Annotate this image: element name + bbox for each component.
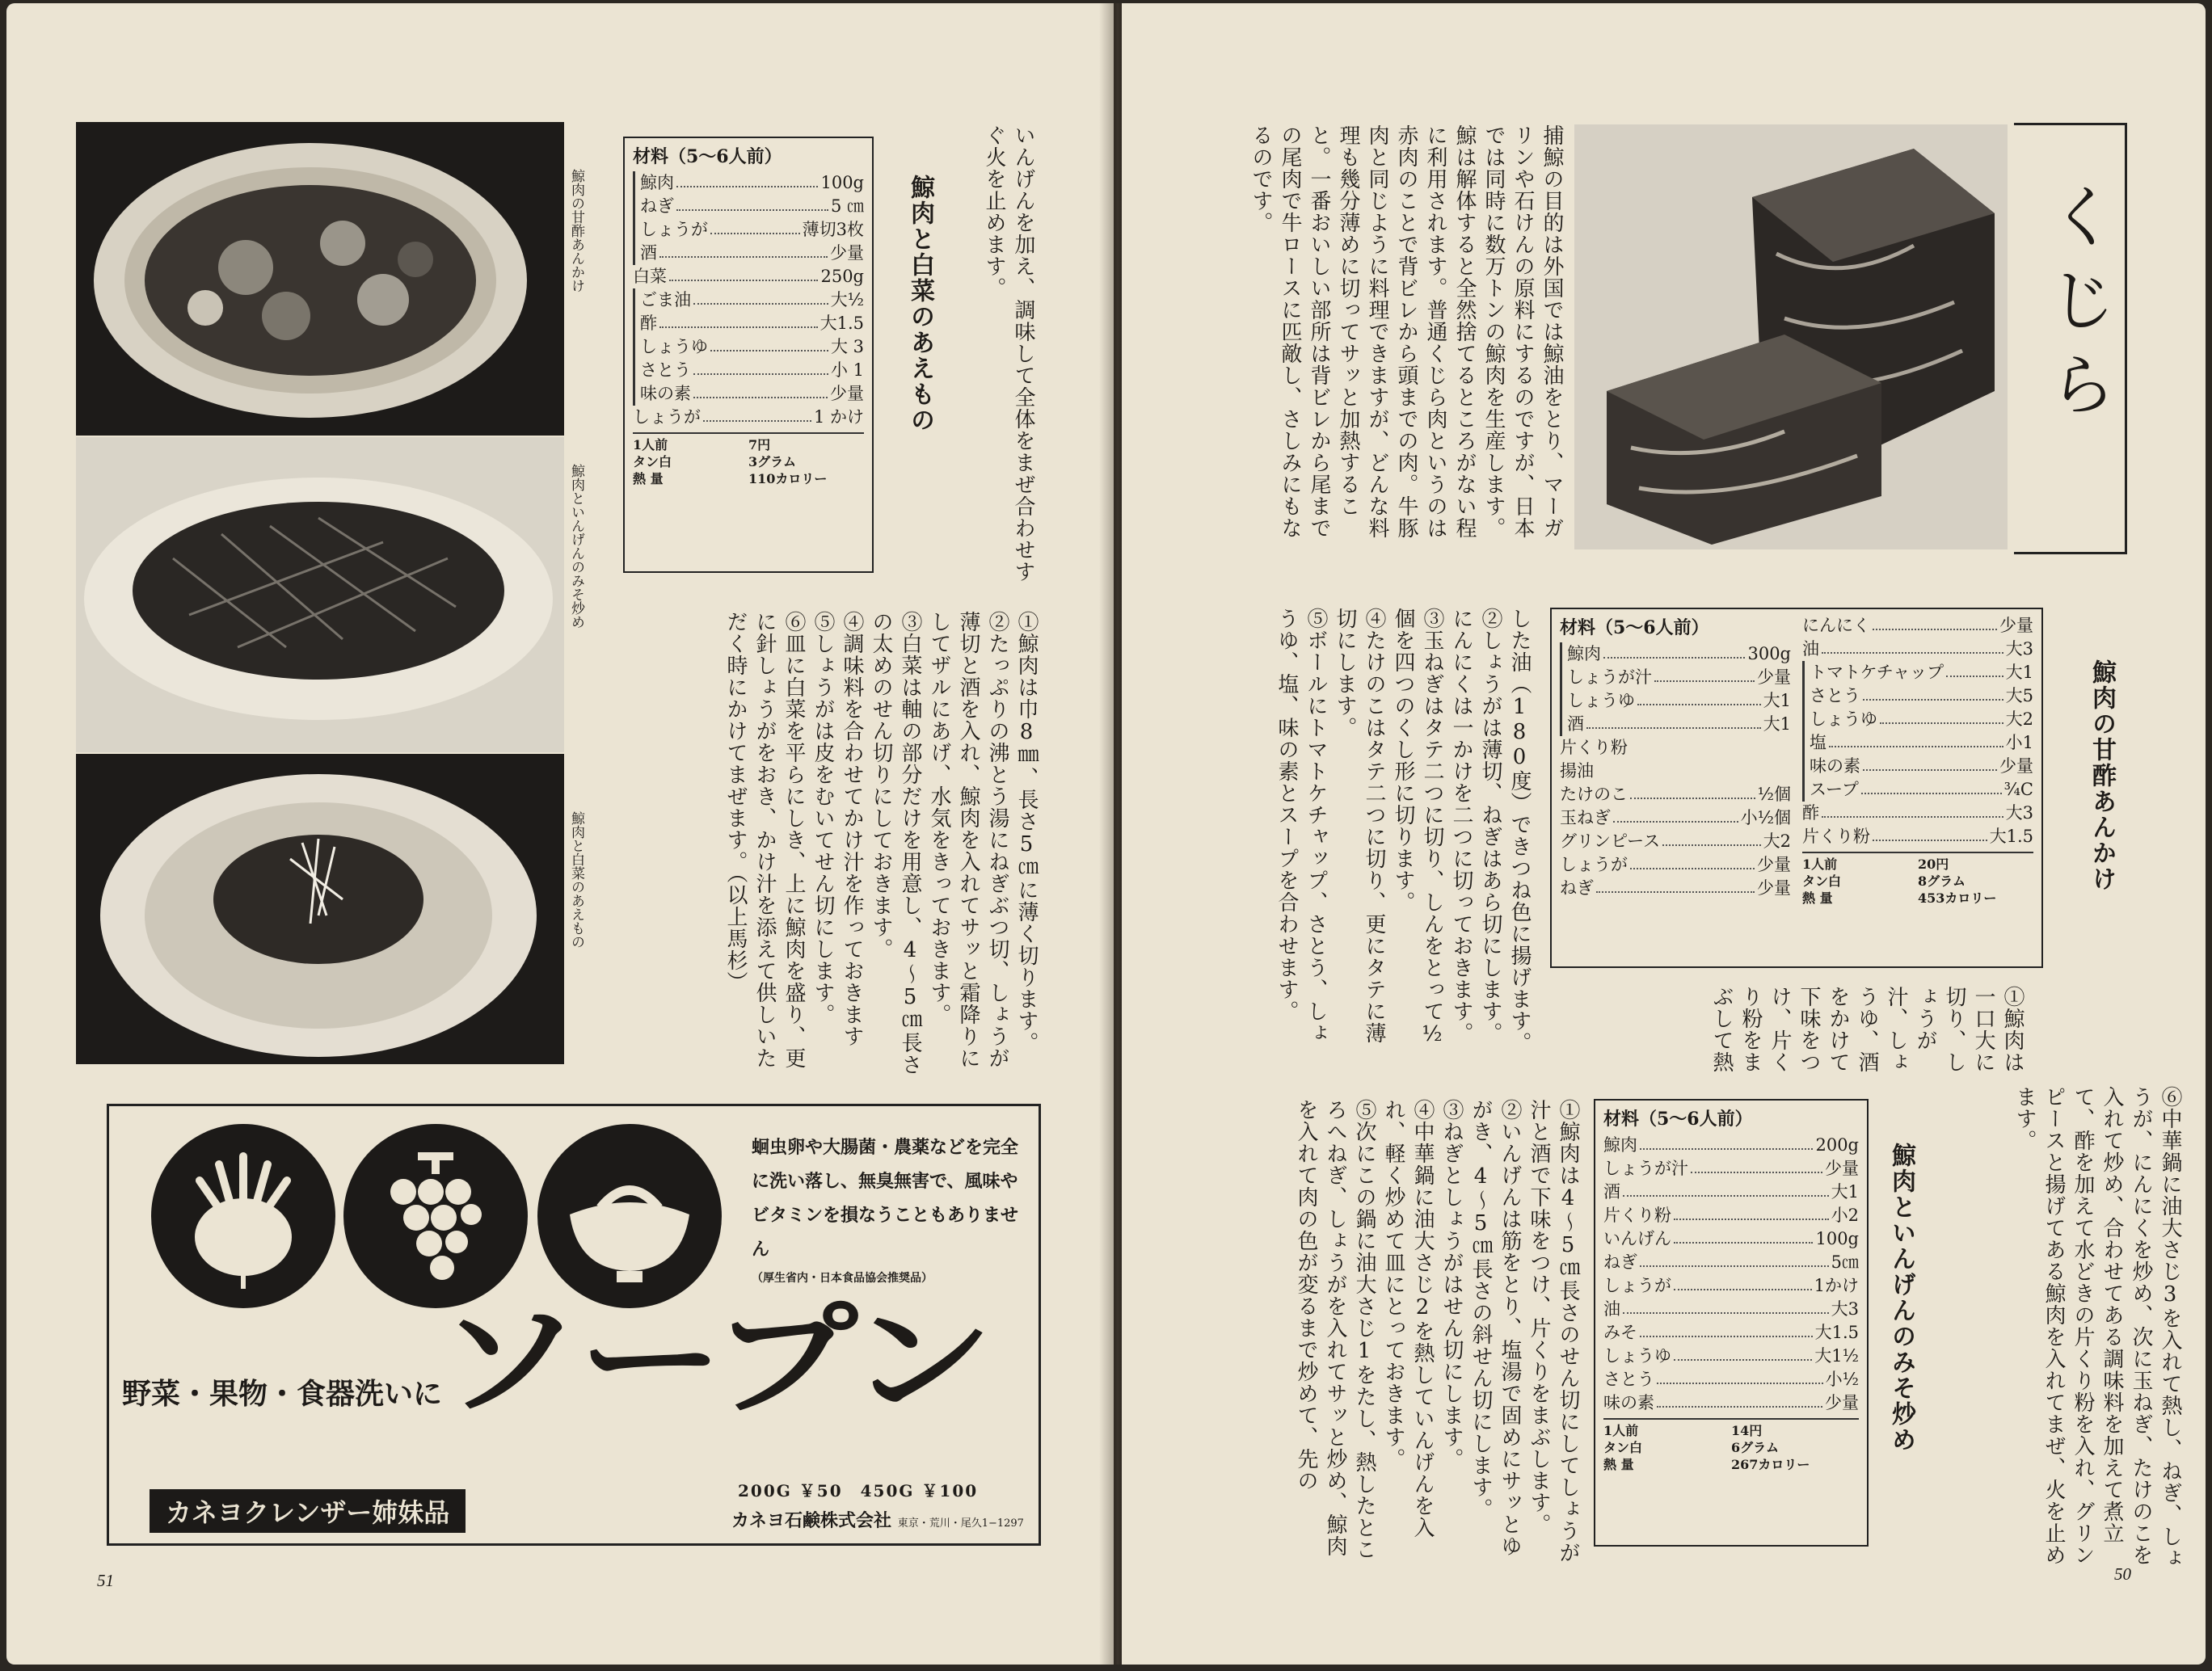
ad-copy: 蛔虫卵や大腸菌・農薬などを完全に洗い落し、無臭無害で、風味やビタミンを損なうこともありません （厚生省内・日本食品協会推奨品） (752, 1137, 1019, 1285)
recipe1-step-4: ④たけのこはタテ二つに切り、更にタテに薄切にします。 (1333, 608, 1386, 1044)
caption-photo-2: 鯨肉といんげんのみそ炒め (568, 464, 584, 629)
recipe1-step-5: ⑤ボールにトマトケチャップ、さとう、しょうゆ、塩、味の素とスープを合わせます。 (1275, 608, 1328, 1044)
step-6: ⑥皿に白菜を平らにしき、上に鯨肉を盛り、更に針しょうがをおき、かけ汁を添えて供しいただく時にかけてまぜます。（以上馬杉） (723, 611, 806, 1069)
ingredient-row: しょうゆ 大2 (1802, 708, 2033, 731)
nutrition-block: 1人前 7円 タン白 3グラム 熱 量 110カロリー (633, 432, 864, 487)
ingredient-row: しょうが 少量 (1560, 855, 1791, 874)
ingredient-row: しょうゆ 大1 (1560, 689, 1791, 713)
intro-block (1194, 124, 1566, 545)
ingredients-box-miso-stirfry: 材料（5〜6人前） 鯨肉 200g しょうが汁 少量 酒 大1 片くり粉 小2 いんげん 100g ねぎ 5㎝ しょうが 1かけ 油 大3 みそ 大1.5 しょうゆ 大1½ さとう 小½ 味の素 少量 1人前 14円 タン白 6グラム 熱 量 267カロリー (1594, 1099, 1869, 1547)
ad-usage-line: 野菜・果物・食器洗いに (122, 1378, 443, 1411)
recipe1-step-fry: した油（180度）できつね色に揚げます。 (1507, 608, 1532, 1054)
ingredient-row: ねぎ 少量 (1560, 878, 1791, 898)
recipe1-step-1: ①鯨肉は一口大に切り、しょうが汁、しょうゆ、酒をかけて下味をつけ、片くり粉をまぶして熱 (1709, 986, 2025, 1073)
ingredient-row: しょうゆ 大1½ (1603, 1346, 1859, 1366)
recipe2-step-4: ④中華鍋に油大さじ2を熱していんげんを入れ、軽く炒めて皿にとっておきます。 (1381, 1099, 1435, 1538)
sister-product-badge: カネヨクレンザー姉妹品 (150, 1489, 466, 1533)
recipe1-steps-left (1194, 608, 1534, 1060)
photo-whale-meat-blocks (1574, 124, 2008, 549)
ingredient-row: さとう 小½ (1603, 1370, 1859, 1389)
ingredient-row: 酒 大1 (1560, 713, 1791, 736)
recipe-title-sweet-sour: 鯨肉の甘酢あんかけ (2088, 659, 2116, 892)
bowl-icon (537, 1124, 722, 1308)
intro-paragraph-2: 鯨は解体すると全然捨てるところがない程に利用されます。普通くじら肉というのは赤肉のことで背ビレから頭までの肉。牛豚肉と同じように料理できますが、どんな料理も幾分薄めに切ってサッと加熱すること。一番おいしい部所は背ビレから尾までの尾肉で牛ロースに匹敵し、さしみにもなるのです。 (1249, 124, 1477, 539)
ingredient-row: みそ 大1.5 (1603, 1323, 1859, 1342)
ingredients-box-cabbage (623, 137, 874, 573)
maker-line: カネヨ石鹸株式会社 東京・荒川・尾久1−1297 (731, 1510, 1024, 1531)
price-line: 200G ￥50 450G ￥100 (738, 1481, 979, 1501)
left-page (6, 3, 1114, 1665)
ingredient-row: 味の素 少量 (633, 382, 864, 406)
ingredient-row: しょうが 薄切3枚 (633, 218, 864, 242)
ingredient-row: 揚油 (1560, 761, 1594, 781)
caption-photo-1: 鯨肉の甘酢あんかけ (568, 169, 584, 293)
recipe-title-cabbage: 鯨肉と白菜のあえもの (906, 175, 934, 433)
recipe-title-miso-stirfry: 鯨肉といんげんのみそ炒め (1887, 1143, 1915, 1453)
ingredient-row: さとう 大5 (1802, 684, 2033, 708)
ingredient-row: ねぎ 5 ㎝ (633, 195, 864, 218)
ingredients-column-a: 材料（5〜6人前） 鯨肉 300g しょうが汁 少量 しょうゆ 大1 酒 大1 片くり粉 揚油 たけのこ ½個 玉ねぎ 小½個 グリンピース 大2 しょうが 少量 ねぎ 少量 (1560, 614, 1791, 962)
ingredient-row: しょうが 1 かけ (633, 407, 864, 427)
ingredient-row: たけのこ ½個 (1560, 785, 1791, 804)
right-page (1122, 3, 2206, 1665)
ingredient-row: トマトケチャップ 大1 (1802, 661, 2033, 684)
page-number: 51 (97, 1571, 114, 1590)
ingredient-row: 白菜 250g (633, 267, 864, 286)
ingredient-row: しょうが汁 少量 (1560, 666, 1791, 689)
ingredient-row: さとう 小 1 (633, 359, 864, 382)
page-number: 50 (2114, 1564, 2131, 1584)
ingredient-row: 玉ねぎ 小½個 (1560, 808, 1791, 827)
ingredients-box-sweet-sour (1550, 608, 2043, 968)
recipe1-step-3: ③玉ねぎはタテ二つに切り、しんをとって½個を四つのくし形に切ります。 (1391, 608, 1444, 1047)
ingredient-row: 酢 大1.5 (633, 312, 864, 335)
ingredient-row: しょうが汁 少量 (1603, 1159, 1859, 1178)
ingredient-row: 味の素 少量 (1603, 1393, 1859, 1412)
ingredient-row: スープ ¾C (1802, 778, 2033, 802)
recipe2-steps (1186, 1099, 1582, 1576)
ingredient-row: 鯨肉 300g (1560, 642, 1791, 666)
recipe2-step-2: ②いんげんは筋をとり、塩湯で固めにサッとゆがき、4〜5㎝長さの斜せん切にします。 (1468, 1099, 1522, 1557)
ingredient-row: 塩 小1 (1802, 731, 2033, 755)
ingredient-row: しょうが 1かけ (1603, 1276, 1859, 1295)
ingredient-row: 味の素 少量 (1802, 755, 2033, 778)
step-5: ⑤しょうがは皮をむいてせん切にします。 (811, 611, 835, 1025)
step-1: ①鯨肉は巾8㎜、長さ5㎝に薄く切ります。 (1014, 611, 1039, 1054)
recipe2-step-3: ③ねぎとしょうがはせん切にします。 (1439, 1099, 1464, 1470)
ingredient-row: 鯨肉 200g (1603, 1135, 1859, 1155)
ingredient-row: ごま油 大½ (633, 288, 864, 312)
nutrition-block: 1人前 20円 タン白 8グラム 熱 量 453カロリー (1802, 852, 2033, 907)
ingredient-row: 片くり粉 (1560, 738, 1628, 757)
recipe2-step-1: ①鯨肉は4〜5㎝長さのせん切にしてしょうが汁と酒で下味をつけ、片くりをまぶします。 (1527, 1099, 1580, 1564)
ingredient-row: 油 大3 (1603, 1299, 1859, 1319)
photo-whale-green-beans (76, 437, 564, 752)
caption-photo-3: 鯨肉と白菜のあえもの (568, 811, 584, 949)
ingredient-row: しょうゆ 大 3 (633, 335, 864, 359)
magazine-spread (6, 3, 2206, 1665)
soapon-advertisement (107, 1104, 1041, 1546)
section-heading: くじら (2038, 181, 2117, 433)
ingredient-row: 鯨肉 100g (633, 171, 864, 195)
ingredients-title: 材料（5〜6人前） (633, 146, 782, 167)
ingredient-row: 酢 大3 (1802, 803, 2033, 823)
ingredient-row: 片くり粉 大1.5 (1802, 827, 2033, 846)
ingredient-row: 油 大3 (1802, 639, 2033, 659)
recipe2-step-5: ⑤次にこの鍋に油大さじ1をたし、熱したところへねぎ、しょうがを入れてサッと炒め、鯨肉を入れて肉の色が変るまで炒めて、先の (1294, 1099, 1376, 1560)
ingredient-row: 酒 少量 (633, 242, 864, 265)
grapes-icon (343, 1124, 528, 1308)
photo-whale-napa-cabbage (76, 754, 564, 1064)
ingredient-row: 酒 大1 (1603, 1182, 1859, 1202)
steps-block (621, 611, 1041, 1080)
intro-paragraph: いんげんを加え、調味して全体をまぜ合わせすぐ火を止めます。 (982, 124, 1035, 583)
step-4: ④調味料を合わせてかけ汁を作っておきます (840, 611, 864, 1047)
recipe1-step-2: ②しょうがは薄切、ねぎはあら切にします。にんにくは一かけを二つに切っておきます。 (1449, 608, 1502, 1044)
step-2: ②たっぷりの沸とう湯にねぎぶつ切、しょうが薄切と酒を入れ、鯨肉を入れてサッと霜降りにしてザルにあげ、水気をきっておきます。 (927, 611, 1009, 1069)
ingredient-row: ねぎ 5㎝ (1603, 1252, 1859, 1272)
ingredient-row: にんにく 少量 (1802, 616, 2033, 635)
ingredient-row: 片くり粉 小2 (1603, 1206, 1859, 1225)
intro-paragraph-1: 捕鯨の目的は外国では鯨油をとり、マーガリンや石けんの原料にするのですが、日本では同時に数万トンの鯨肉を生産します。 (1481, 124, 1564, 539)
recipe1-step-6: ⑥中華鍋に油大さじ3を入れて熱し、ねぎ、しょうが、にんにくを炒め、次に玉ねぎ、たけのこを入れて炒め、合わせてある調味料を加えて煮立て、酢を加えて水どきの片くり粉を入れ、グリンピースと揚げてある鯨肉を入れてまぜ、火を止めます。 (2012, 1086, 2182, 1569)
ingredient-row: いんげん 100g (1603, 1229, 1859, 1248)
ingredients-column-b (1802, 614, 2033, 962)
nutrition-block: 1人前 14円 タン白 6グラム 熱 量 267カロリー (1603, 1418, 1859, 1473)
brand-logo: ソープン (436, 1291, 990, 1432)
ingredient-row: グリンピース 大2 (1560, 831, 1791, 851)
photo-sweet-sour-whale (76, 122, 564, 436)
step-3: ③白菜は軸の部分だけを用意し、4〜5㎝長さの太めのせん切りにしておきます。 (869, 611, 922, 1075)
radish-icon (151, 1124, 335, 1308)
